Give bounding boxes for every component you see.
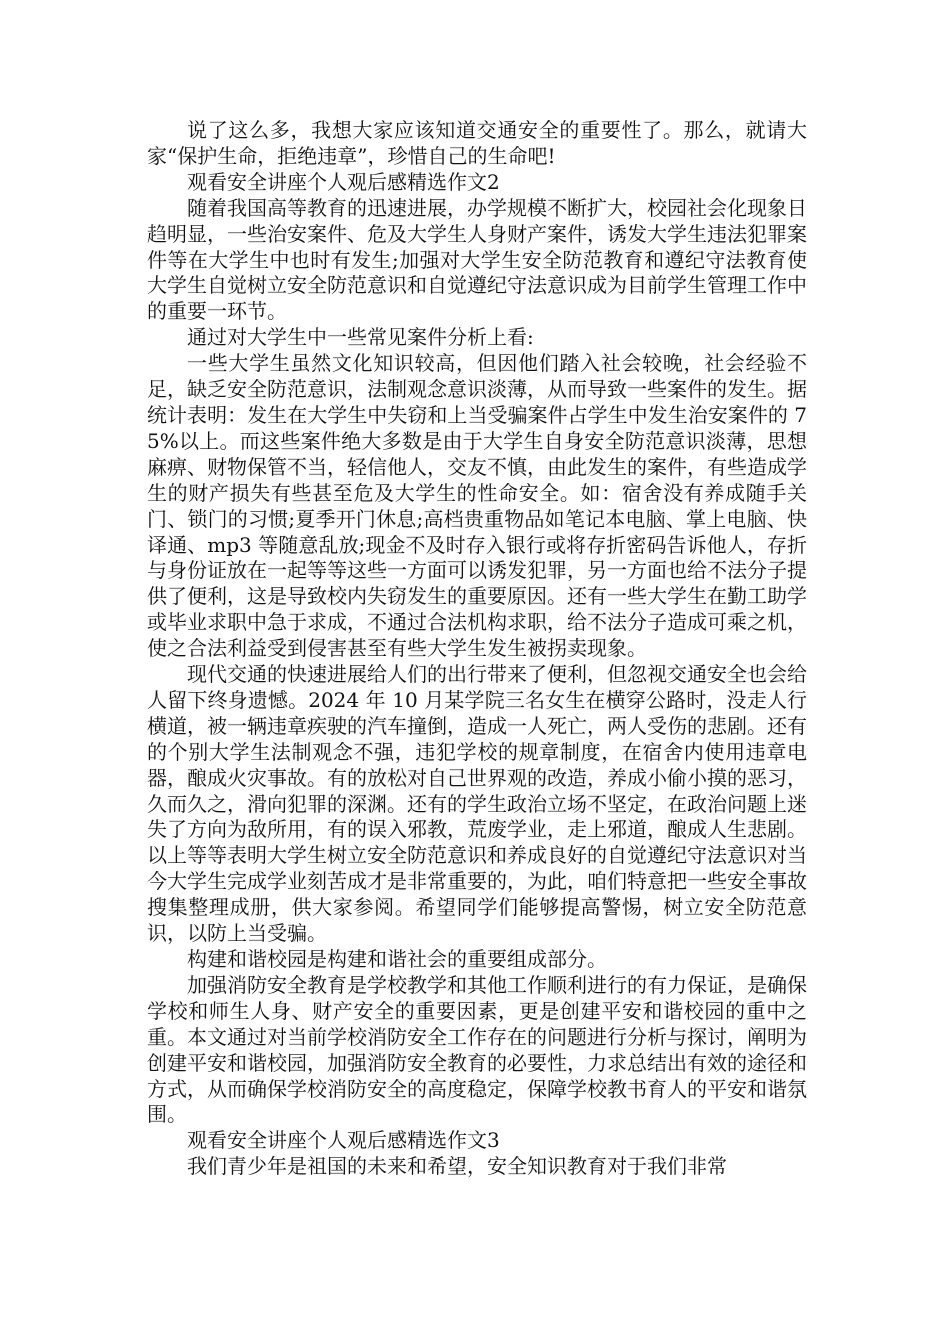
paragraph-traffic-safety: 现代交通的快速进展给人们的出行带来了便利，但忽视交通安全也会给人留下终身遗憾。2024 年 10 月某学院三名女生在横穿公路时，没走人行横道，被一辆违章疾驶的汽车撞倒，造成一人死亡，两人受伤的悲剧。还有的个别大学生法制观念不强，违犯学校的规章制度，在宿舍内使用违章电器，酿成火灾事故。有的放松对自己世界观的改造，养成小偷小摸的恶习，久而久之，滑向犯罪的深渊。还有的学生政治立场不坚定，在政治问题上迷失了方向为敌所用，有的误入邪教，荒废学业，走上邪道，酿成人生悲剧。以上等等表明大学生树立安全防范意识和养成良好的自觉遵纪守法意识对当今大学生完成学业刻苦成才是非常重要的，为此，咱们特意把一些安全事故搜集整理成册，供大家参阅。希望同学们能够提高警惕，树立安全防范意识，以防上当受骗。: [147, 662, 807, 946]
paragraph-harmonious-campus: 构建和谐校园是构建和谐社会的重要组成部分。: [187, 947, 607, 971]
document-body: [147, 118, 807, 1180]
paragraph-youth-future: 我们青少年是祖国的未来和希望，安全知识教育对于我们非常: [187, 1154, 727, 1179]
paragraph-higher-education: 随着我国高等教育的迅速进展，办学规模不断扩大，校园社会化现象日趋明显，一些治安案件、危及大学生人身财产案件，诱发大学生违法犯罪案件等在大学生中也时有发生;加强对大学生安全防范教育和遵纪守法教育使大学生自觉树立安全防范意识和自觉遵纪守法意识成为目前学生管理工作中的重要一环节。: [147, 195, 807, 324]
essay-heading-3: 观看安全讲座个人观后感精选作文3: [187, 1128, 500, 1153]
paragraph-fire-safety: 加强消防安全教育是学校教学和其他工作顺利进行的有力保证，是确保学校和师生人身、财产安全的重要因素，更是创建平安和谐校园的重中之重。本文通过对当前学校消防安全工作存在的问题进行分析与探讨，阐明为创建平安和谐校园，加强消防安全教育的必要性，力求总结出有效的途径和方式，从而确保学校消防安全的高度稳定，保障学校教书育人的平安和谐氛围。: [147, 972, 807, 1127]
paragraph-case-analysis-intro: 通过对大学生中一些常见案件分析上看:: [187, 325, 534, 350]
paragraph-closing-traffic: 说了这么多，我想大家应该知道交通安全的重要性了。那么，就请大家“保护生命，拒绝违章”，珍惜自己的生命吧!: [147, 118, 807, 168]
essay-heading-2: 观看安全讲座个人观后感精选作文2: [187, 169, 500, 194]
paragraph-theft-fraud: 一些大学生虽然文化知识较高，但因他们踏入社会较晚，社会经验不足，缺乏安全防范意识，法制观念意识淡薄，从而导致一些案件的发生。据统计表明：发生在大学生中失窃和上当受骗案件占学生中发生治安案件的 75%以上。而这些案件绝大多数是由于大学生自身安全防范意识淡薄，思想麻痹、财物保管不当，轻信他人，交友不慎，由此发生的案件，有些造成学生的财产损失有些甚至危及大学生的性命安全。如：宿舍没有养成随手关门、锁门的习惯;夏季开门休息;高档贵重物品如笔记本电脑、掌上电脑、快译通、mp3 等随意乱放;现金不及时存入银行或将存折密码告诉他人，存折与身份证放在一起等等这些一方面可以诱发犯罪，另一方面也给不法分子提供了便利，这是导致校内失窃发生的重要原因。还有一些大学生在勤工助学或毕业求职中急于求成，不通过合法机构求职，给不法分子造成可乘之机，使之合法利益受到侵害甚至有些大学生发生被拐卖现象。: [147, 351, 807, 661]
